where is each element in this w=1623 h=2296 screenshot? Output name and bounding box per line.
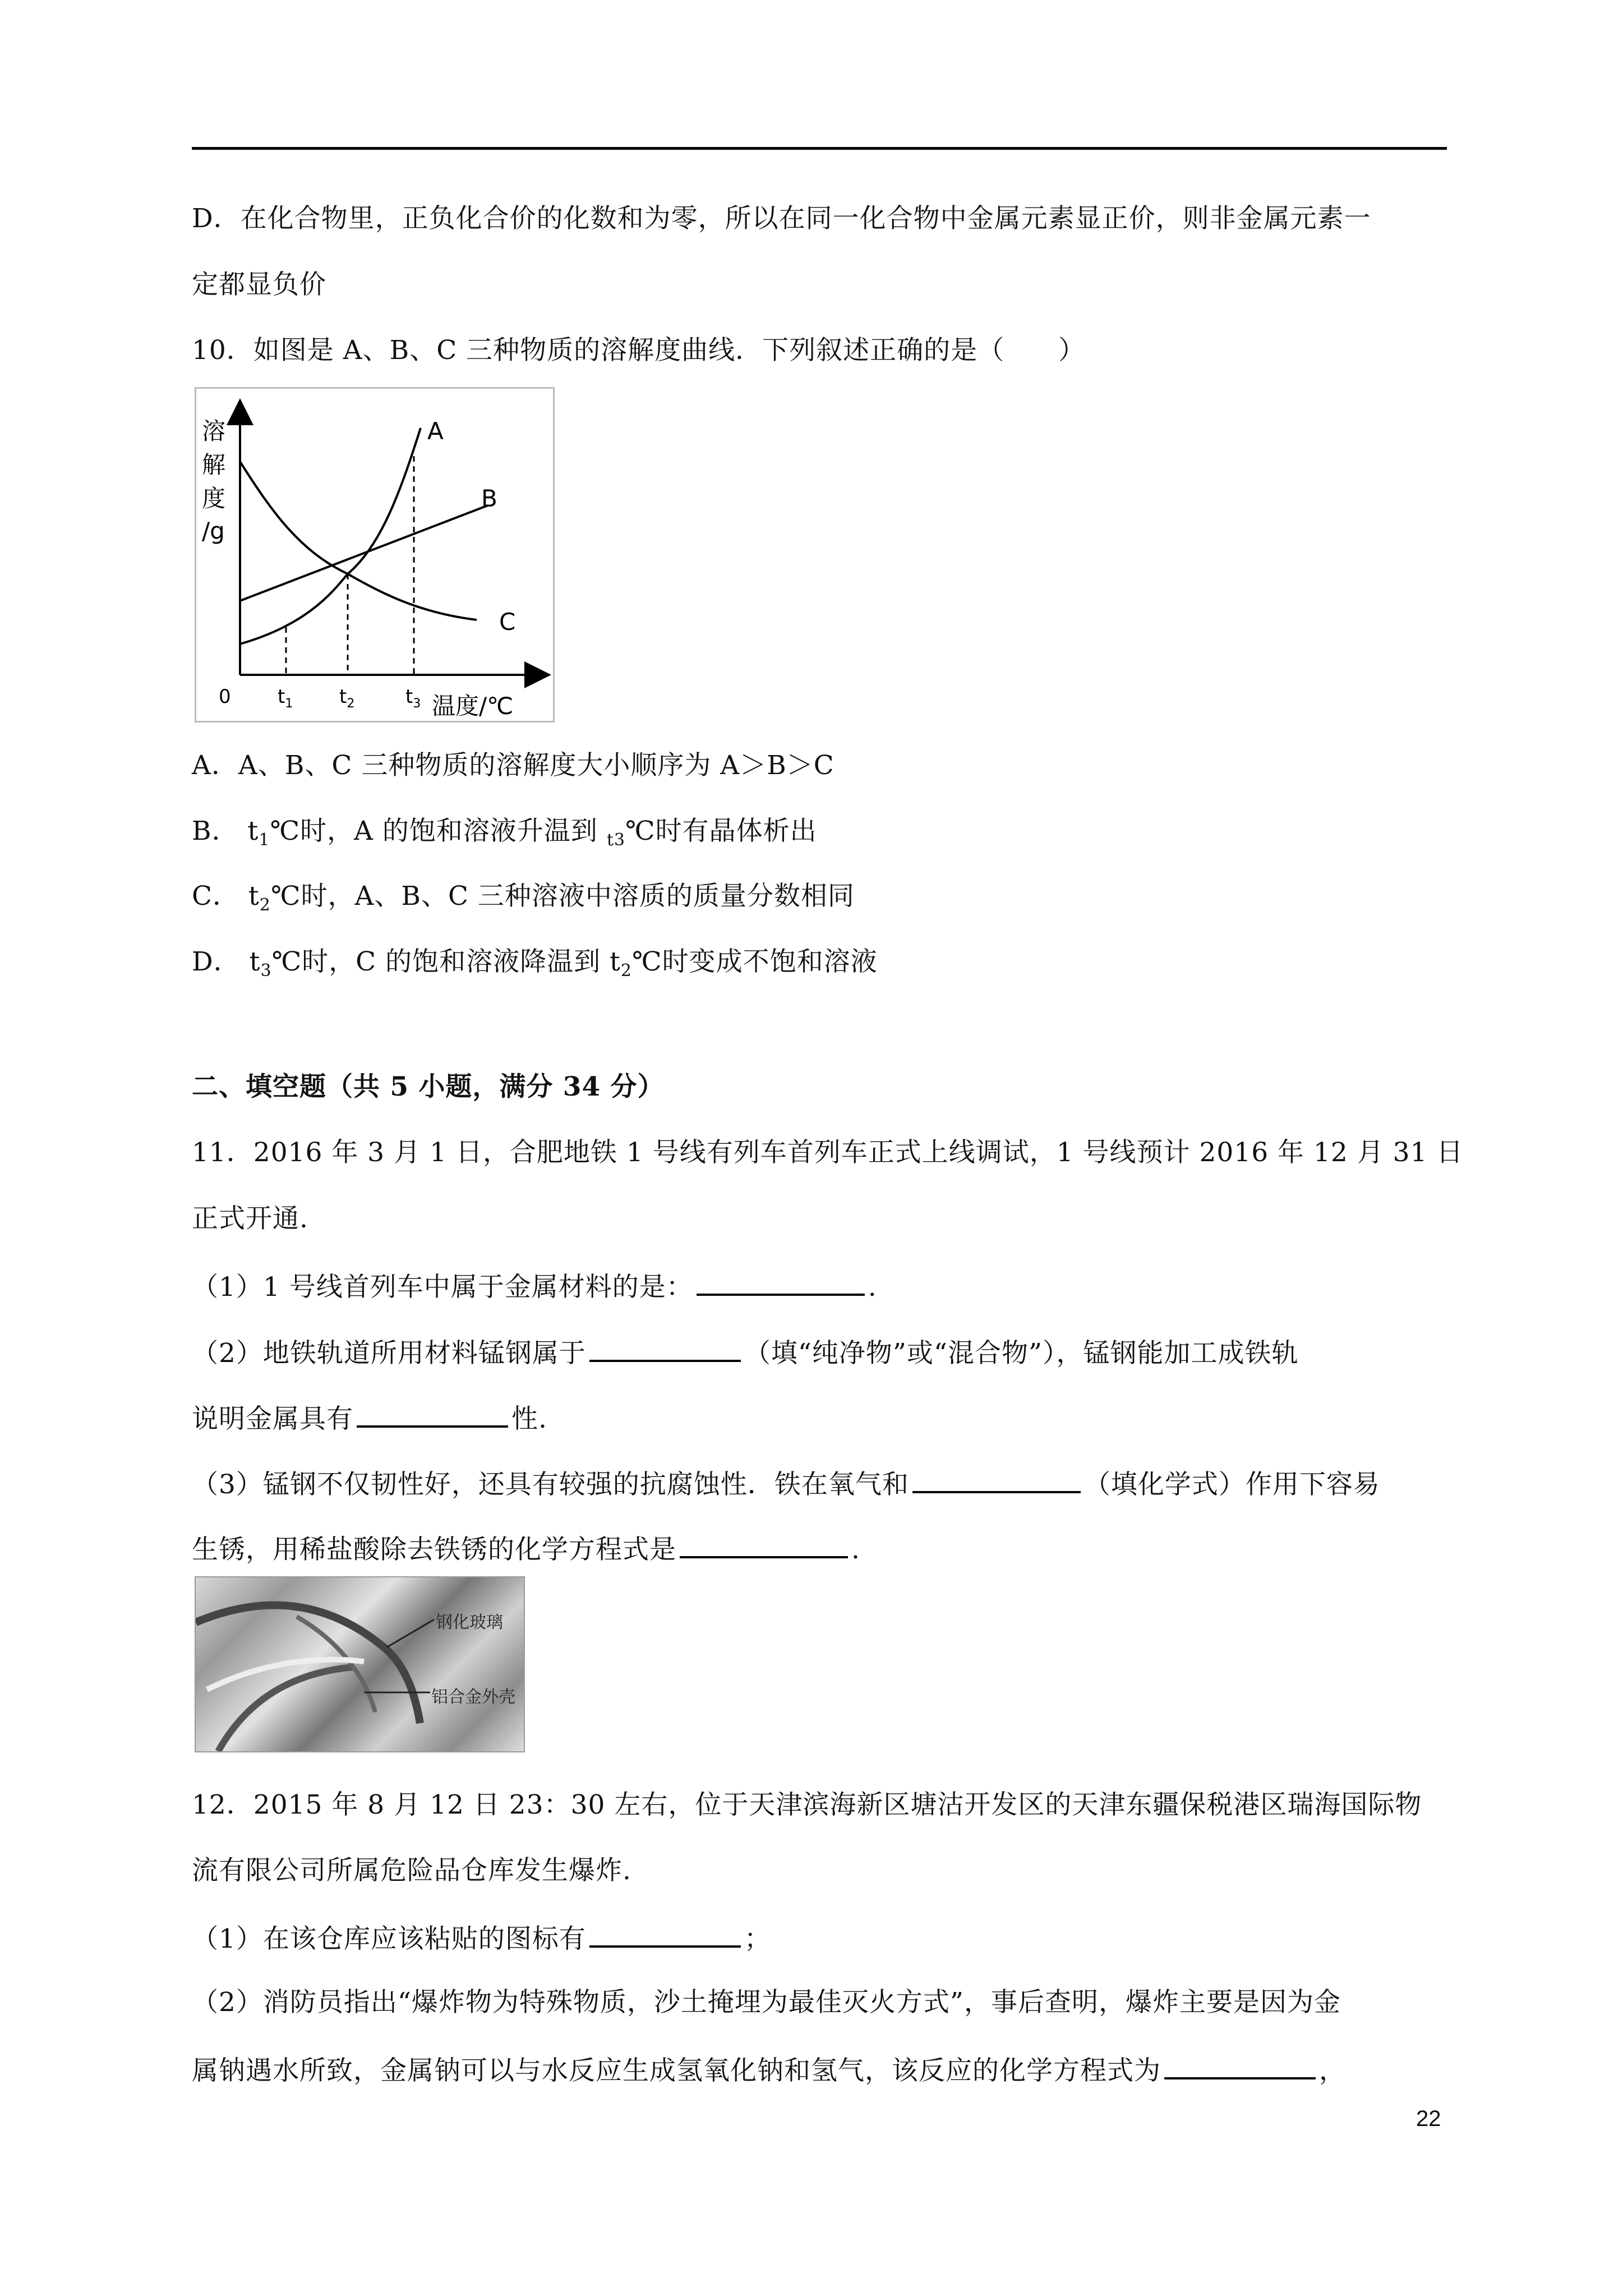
answer-blank[interactable] — [357, 1400, 508, 1428]
answer-blank[interactable] — [680, 1530, 848, 1558]
y-label-char-4: /g — [202, 517, 225, 545]
curve-b — [240, 505, 488, 601]
tick-t3: $t_3$ — [405, 685, 421, 711]
curve-label-b: B — [481, 485, 497, 512]
photo-label-glass: 钢化玻璃 — [436, 1613, 503, 1632]
curve-label-c: C — [499, 608, 516, 636]
header-rule — [192, 147, 1447, 150]
section-heading: 二、填空题（共 5 小题，满分 34 分） — [192, 1071, 665, 1102]
q11-part1: （1）1 号线首列车中属于金属材料的是： . — [192, 1268, 877, 1304]
q11-part3-line2: 生锈，用稀盐酸除去铁锈的化学方程式是 . — [192, 1530, 860, 1567]
train-photo-sketch — [196, 1577, 524, 1751]
q12-part2-line1: （2）消防员指出“爆炸物为特殊物质，沙土掩埋为最佳灭火方式”，事后查明，爆炸主要是因为金 — [192, 1987, 1341, 2018]
answer-blank[interactable] — [589, 1334, 741, 1362]
q12-line1: 12．2015 年 8 月 12 日 23：30 左右，位于天津滨海新区塘沽开发区的天津东疆保税港区瑞海国际物 — [192, 1789, 1422, 1820]
y-label-char-1: 溶 — [202, 417, 226, 445]
q11-part2-line2: 说明金属具有 性. — [192, 1400, 547, 1436]
tick-t1: $t_1$ — [278, 685, 293, 711]
x-axis-label: 温度/℃ — [432, 692, 514, 720]
q11-line1: 11．2016 年 3 月 1 日，合肥地铁 1 号线有列车首列车正式上线调试，1 号线预计 2016 年 12 月 31 日 — [192, 1137, 1464, 1168]
tick-t2: $t_2$ — [339, 685, 355, 711]
q11-part3-line1: （3）锰钢不仅韧性好，还具有较强的抗腐蚀性．铁在氧气和 （填化学式）作用下容易 — [192, 1465, 1380, 1502]
answer-blank[interactable] — [589, 1920, 741, 1948]
q12-part2-line2: 属钠遇水所致，金属钠可以与水反应生成氢氧化钠和氢气，该反应的化学方程式为 ， — [192, 2051, 1346, 2088]
q9-option-d-line2: 定都显负价 — [192, 269, 326, 300]
q12-part1: （1）在该仓库应该粘贴的图标有 ； — [192, 1920, 771, 1956]
curve-a — [240, 428, 421, 644]
q10-option-a: A．A、B、C 三种物质的溶解度大小顺序为 A＞B＞C — [192, 750, 834, 781]
curve-c — [240, 462, 477, 620]
answer-blank[interactable] — [912, 1465, 1081, 1493]
solubility-chart-svg — [196, 389, 553, 721]
answer-blank[interactable] — [697, 1268, 865, 1296]
photo-label-shell: 铝合金外壳 — [431, 1687, 515, 1707]
answer-blank[interactable] — [1164, 2051, 1316, 2079]
q10-option-b: B． $t_1℃$时，A 的饱和溶液升温到 $_{t3}$℃时有晶体析出 — [192, 816, 817, 850]
q10-option-d: D． $t_3℃$时，C 的饱和溶液降温到 $t_2℃$时变成不饱和溶液 — [192, 946, 878, 981]
q9-option-d-line1: D．在化合物里，正负化合价的化数和为零，所以在同一化合物中金属元素显正价，则非金属元素一 — [192, 203, 1371, 234]
origin-label: 0 — [219, 685, 231, 708]
page-number: 22 — [1416, 2106, 1441, 2131]
q12-line2: 流有限公司所属危险品仓库发生爆炸. — [192, 1855, 631, 1886]
q10-stem: 10．如图是 A、B、C 三种物质的溶解度曲线．下列叙述正确的是（ ） — [192, 335, 1086, 366]
q11-part2-line1: （2）地铁轨道所用材料锰钢属于 （填“纯净物”或“混合物”），锰钢能加工成铁轨 — [192, 1334, 1299, 1370]
curve-label-a: A — [427, 417, 444, 445]
y-label-char-2: 解 — [202, 451, 226, 478]
q10-option-c: C． $t_2℃$时，A、B、C 三种溶液中溶质的质量分数相同 — [192, 881, 855, 915]
solubility-chart — [195, 387, 555, 723]
q11-line2: 正式开通. — [192, 1203, 308, 1234]
train-photo — [195, 1576, 525, 1752]
y-label-char-3: 度 — [202, 485, 226, 512]
